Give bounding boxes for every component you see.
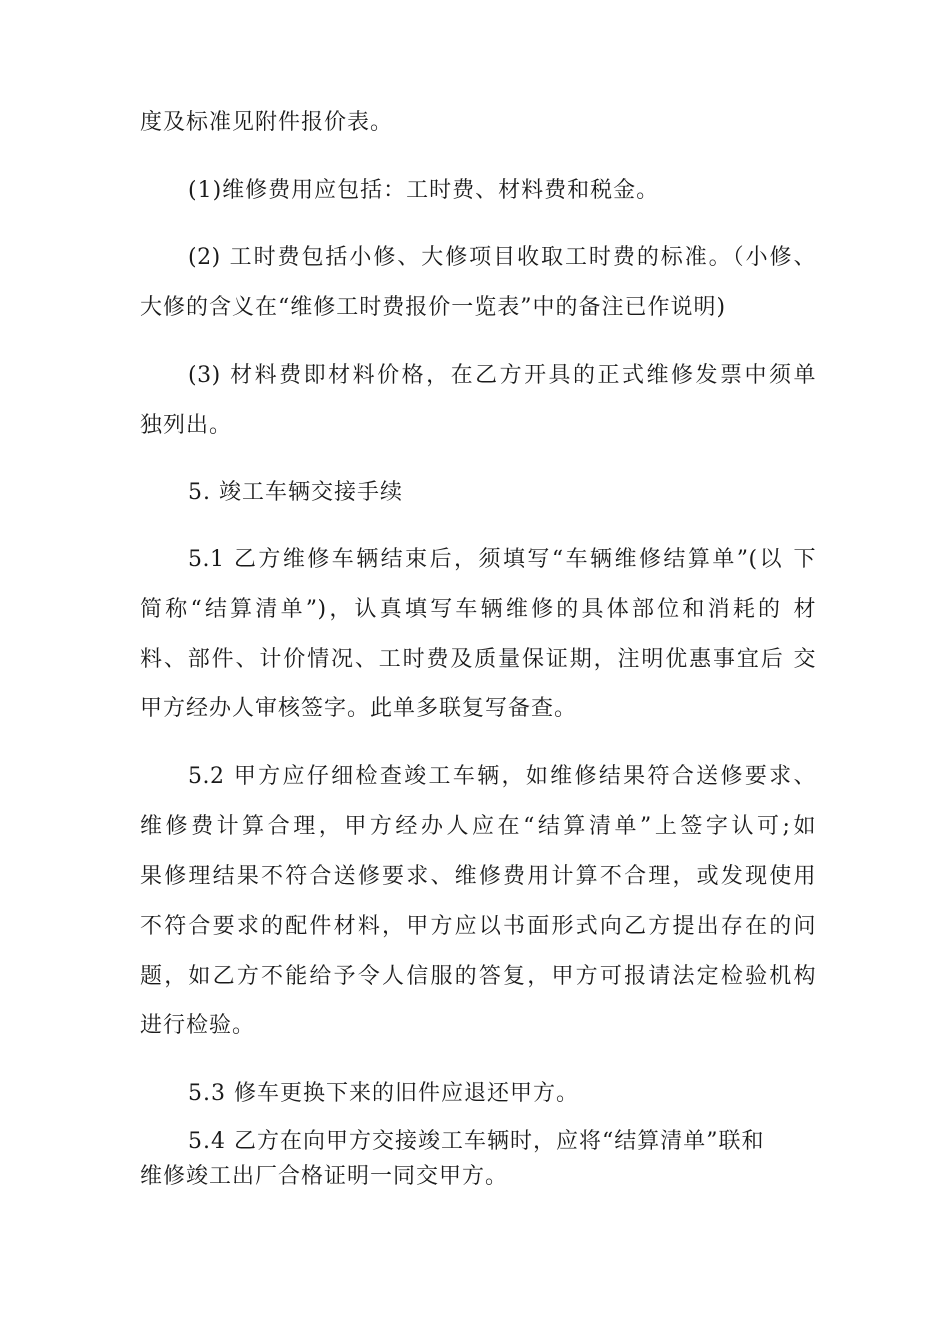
text-line-6: 独列出。 xyxy=(140,413,233,438)
text-line-8: 5.1 乙方维修车辆结束后，须填写“车辆维修结算单”(以 下 xyxy=(188,547,816,572)
text-line-18: 5.3 修车更换下来的旧件应退还甲方。 xyxy=(188,1081,579,1106)
text-line-3: (2) 工时费包括小修、大修项目收取工时费的标准。（小修、 xyxy=(188,245,816,270)
text-line-13: 维修费计算合理，甲方经办人应在“结算清单”上签字认可;如 xyxy=(140,814,816,839)
text-line-5: (3) 材料费即材料价格，在乙方开具的正式维修发票中须单 xyxy=(188,363,816,388)
text-line-1: 度及标准见附件报价表。 xyxy=(140,110,394,135)
text-line-17: 进行检验。 xyxy=(140,1013,256,1038)
text-line-19: 5.4 乙方在向甲方交接竣工车辆时，应将“结算清单”联和 xyxy=(188,1129,765,1154)
section-heading-5: 5. 竣工车辆交接手续 xyxy=(188,480,403,505)
text-line-16: 题，如乙方不能给予令人信服的答复，甲方可报请法定检验机构 xyxy=(140,964,816,989)
text-line-9: 简称“结算清单”)，认真填写车辆维修的具体部位和消耗的 材 xyxy=(140,597,816,622)
text-line-12: 5.2 甲方应仔细检查竣工车辆，如维修结果符合送修要求、 xyxy=(188,764,816,789)
text-line-15: 不符合要求的配件材料，甲方应以书面形式向乙方提出存在的问 xyxy=(140,914,816,939)
text-line-2: (1)维修费用应包括：工时费、材料费和税金。 xyxy=(188,178,660,203)
text-line-4: 大修的含义在“维修工时费报价一览表”中的备注已作说明) xyxy=(140,295,727,320)
text-line-10: 料、部件、计价情况、工时费及质量保证期，注明优惠事宜后 交 xyxy=(140,647,816,672)
text-line-14: 果修理结果不符合送修要求、维修费用计算不合理，或发现使用 xyxy=(140,864,816,889)
text-line-20: 维修竣工出厂合格证明一同交甲方。 xyxy=(140,1164,509,1189)
text-line-11: 甲方经办人审核签字。此单多联复写备查。 xyxy=(140,696,578,721)
